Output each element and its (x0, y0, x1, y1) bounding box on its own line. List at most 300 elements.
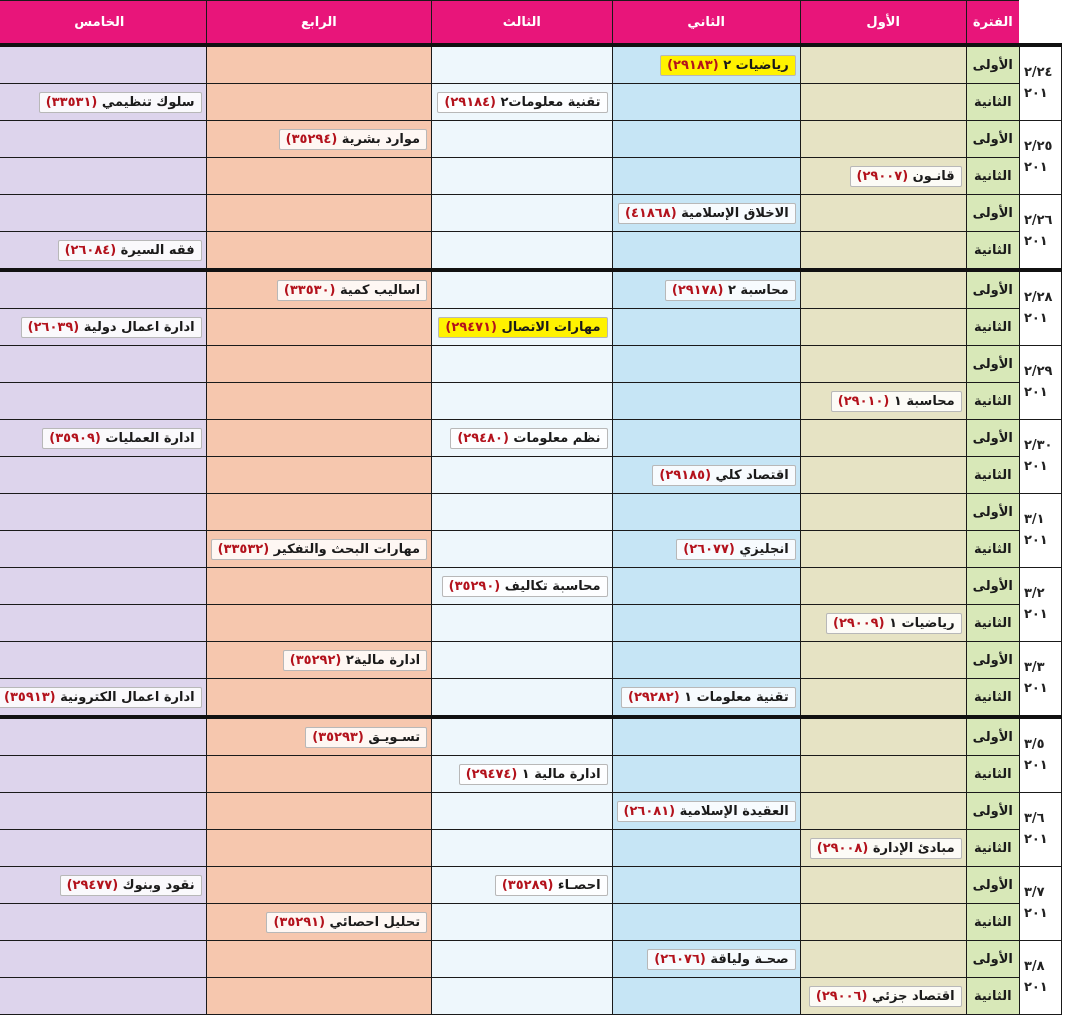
date-day: ٣/٣ (1023, 659, 1045, 675)
date-year: ٢٠١ (1023, 159, 1048, 175)
course-name: صحـة ولياقة (710, 951, 789, 967)
exam-slot-cell (0, 867, 206, 904)
exam-slot-cell (612, 978, 800, 1015)
period-label: الأولى (966, 867, 1019, 904)
exam-slot-cell (800, 941, 966, 978)
period-label: الثانية (966, 531, 1019, 568)
course-name: محاسبة تكاليف (504, 578, 601, 594)
exam-slot-cell (0, 232, 206, 271)
exam-slot-cell (206, 232, 432, 271)
course-name: محاسبة ٢ (727, 282, 789, 298)
exam-slot-cell (612, 568, 800, 605)
exam-slot-cell (612, 383, 800, 420)
course-entry (660, 55, 796, 76)
date-cell (1019, 45, 1061, 121)
exam-slot-cell (432, 195, 612, 232)
schedule-row (0, 346, 1062, 383)
exam-slot-cell (0, 605, 206, 642)
exam-slot-cell (800, 84, 966, 121)
exam-slot-cell (0, 158, 206, 195)
course-name: محاسبة ١ (893, 393, 955, 409)
course-code-text: ٢٩٤٧١ (451, 319, 492, 335)
exam-slot-cell (0, 568, 206, 605)
exam-slot-cell (800, 309, 966, 346)
course-name: رياضيات ٢ (723, 57, 789, 73)
exam-slot-cell (800, 568, 966, 605)
course-code: (٢٩١٨٥) (659, 467, 716, 483)
course-entry (60, 875, 202, 896)
schedule-row (0, 45, 1062, 84)
exam-slot-cell (800, 457, 966, 494)
course-code: (٢٩٠٠٩) (832, 615, 890, 631)
course-code-text: ٢٦٠٨٤ (70, 242, 111, 258)
period-label: الثانية (966, 309, 1019, 346)
course-name: مهارات الاتصال (501, 319, 601, 335)
exam-slot-cell (0, 793, 206, 830)
course-code: (٣٣٥٣٢) (217, 541, 274, 557)
schedule-row (0, 494, 1062, 531)
period-label: الأولى (966, 717, 1019, 756)
course-code: (٣٥٩٠٩) (49, 430, 106, 446)
exam-slot-cell (800, 158, 966, 195)
exam-slot-cell (206, 830, 432, 867)
course-entry (39, 92, 202, 113)
period-label: الثانية (966, 457, 1019, 494)
course-code: (٢٩٠١٠) (837, 393, 894, 409)
exam-slot-cell (800, 605, 966, 642)
exam-slot-cell (432, 867, 612, 904)
course-name: موارد بشرية (341, 131, 421, 147)
schedule-row (0, 84, 1062, 121)
schedule-row (0, 270, 1062, 309)
course-code: (٢٩٠٠٧) (856, 168, 913, 184)
exam-slot-cell (612, 793, 800, 830)
period-label: الثانية (966, 605, 1019, 642)
course-entry (617, 801, 796, 822)
course-entry (277, 280, 427, 301)
course-name: تقنية معلومات ١ (684, 689, 789, 705)
course-code-text: ٣٥٢٨٩ (507, 877, 548, 893)
date-day: ٢/٢٩ (1023, 363, 1053, 379)
exam-slot-cell (206, 121, 432, 158)
exam-slot-cell (206, 420, 432, 457)
exam-slot-cell (0, 941, 206, 978)
exam-slot-cell (612, 121, 800, 158)
course-name: اقتصاد كلي (715, 467, 789, 483)
course-entry (647, 949, 795, 970)
date-day: ٢/٣٠ (1023, 437, 1053, 453)
exam-slot-cell (206, 346, 432, 383)
exam-slot-cell (0, 494, 206, 531)
exam-slot-cell (206, 605, 432, 642)
exam-slot-cell (800, 121, 966, 158)
course-entry (652, 465, 795, 486)
schedule-row (0, 121, 1062, 158)
exam-slot-cell (0, 717, 206, 756)
date-cell (1019, 793, 1061, 867)
course-code-text: ٢٩٠٠٩ (838, 615, 879, 631)
course-name: الاخلاق الإسلامية (681, 205, 789, 221)
exam-slot-cell (0, 84, 206, 121)
date-day: ٣/٥ (1023, 736, 1045, 752)
course-code-text: ٢٦٠٣٩ (33, 319, 74, 335)
date-year: ٢٠١ (1023, 757, 1048, 773)
exam-slot-cell (0, 904, 206, 941)
course-code: (٢٩٠٠٦) (815, 988, 872, 1004)
schedule-row (0, 941, 1062, 978)
exam-slot-cell (206, 679, 432, 718)
exam-slot-cell (206, 642, 432, 679)
course-code: (٢٦٠٣٩) (27, 319, 84, 335)
period-label: الأولى (966, 941, 1019, 978)
course-code: (٢٩٤٧٧) (66, 877, 123, 893)
schedule-row (0, 904, 1062, 941)
exam-slot-cell (432, 756, 612, 793)
period-label: الثانية (966, 904, 1019, 941)
exam-slot-cell (0, 756, 206, 793)
header-corner (1019, 1, 1061, 46)
course-code: (٣٥٢٩٤) (285, 131, 342, 147)
exam-slot-cell (800, 756, 966, 793)
course-code: (٣٣٥٣٠) (283, 282, 341, 298)
schedule-row (0, 195, 1062, 232)
course-name: ادارة العمليات (105, 430, 195, 446)
course-code-text: ٤١٨٦٨ (631, 205, 671, 221)
header-day-1: الأول (800, 1, 966, 46)
exam-slot-cell (800, 494, 966, 531)
exam-slot-cell (612, 941, 800, 978)
course-code-text: ٣٥٢٩٣ (318, 729, 358, 745)
exam-slot-cell (432, 270, 612, 309)
exam-slot-cell (800, 642, 966, 679)
exam-slot-cell (432, 121, 612, 158)
course-code: (٤١٨٦٨) (625, 205, 682, 221)
course-name: فقه السيرة (120, 242, 195, 258)
period-label: الأولى (966, 642, 1019, 679)
course-entry (0, 687, 202, 708)
exam-slot-cell (432, 383, 612, 420)
course-code: (٢٦٠٧٧) (683, 541, 740, 557)
exam-slot-cell (612, 904, 800, 941)
schedule-row (0, 531, 1062, 568)
exam-slot-cell (0, 830, 206, 867)
exam-slot-cell (612, 867, 800, 904)
header-day-3: الثالث (432, 1, 612, 46)
course-entry (495, 875, 608, 896)
date-year: ٢٠١ (1023, 384, 1048, 400)
date-cell (1019, 494, 1061, 568)
course-name: ادارة مالية ١ (521, 766, 601, 782)
exam-slot-cell (432, 679, 612, 718)
date-year: ٢٠١ (1023, 532, 1048, 548)
course-entry (442, 576, 608, 597)
course-name: ادارة اعمال دولية (83, 319, 195, 335)
header-day-2: الثاني (612, 1, 800, 46)
date-day: ٣/٦ (1023, 810, 1045, 826)
exam-slot-cell (206, 270, 432, 309)
course-code: (٢٩١٨٤) (444, 94, 501, 110)
course-code-text: ٣٥٩٠٩ (55, 430, 95, 446)
schedule-row (0, 867, 1062, 904)
exam-slot-cell (0, 642, 206, 679)
exam-slot-cell (800, 232, 966, 271)
exam-slot-cell (800, 420, 966, 457)
exam-slot-cell (206, 84, 432, 121)
exam-slot-cell (800, 717, 966, 756)
date-cell (1019, 941, 1061, 1015)
exam-slot-cell (612, 531, 800, 568)
date-year: ٢٠١ (1023, 979, 1048, 995)
course-code-text: ٣٥٢٩٢ (295, 652, 336, 668)
exam-slot-cell (612, 605, 800, 642)
course-name: نقود وبنوك (122, 877, 195, 893)
course-code-text: ٣٥٢٩١ (279, 914, 320, 930)
course-entry (21, 317, 202, 338)
date-day: ٢/٢٤ (1023, 64, 1053, 80)
exam-slot-cell (612, 420, 800, 457)
schedule-body (0, 45, 1062, 1015)
exam-slot-cell (206, 717, 432, 756)
date-cell (1019, 717, 1061, 793)
exam-slot-cell (612, 346, 800, 383)
schedule-row (0, 679, 1062, 718)
exam-slot-cell (612, 195, 800, 232)
exam-slot-cell (800, 45, 966, 84)
course-entry (211, 539, 428, 560)
schedule-row (0, 232, 1062, 271)
period-label: الأولى (966, 494, 1019, 531)
course-code: (٣٥٢٩٣) (312, 729, 369, 745)
course-code: (٣٥٢٨٩) (501, 877, 558, 893)
date-cell (1019, 420, 1061, 494)
course-code-text: ٢٩٢٨٢ (634, 689, 674, 705)
date-year: ٢٠١ (1023, 310, 1048, 326)
course-code: (٢٩٤٧٤) (465, 766, 522, 782)
course-name: اساليب كمية (340, 282, 421, 298)
exam-slot-cell (800, 830, 966, 867)
course-entry (618, 203, 796, 224)
course-code: (٢٦٠٧٦) (654, 951, 711, 967)
course-code-text: ٣٥٩١٣ (9, 689, 50, 705)
course-name: نظم معلومات (513, 430, 601, 446)
exam-slot-cell (800, 793, 966, 830)
course-code: (٢٩٤٨٠) (457, 430, 514, 446)
exam-slot-cell (612, 642, 800, 679)
exam-slot-cell (206, 195, 432, 232)
exam-slot-cell (0, 978, 206, 1015)
schedule-row (0, 793, 1062, 830)
exam-slot-cell (206, 793, 432, 830)
course-code-text: ٣٣٥٣١ (51, 94, 92, 110)
period-label: الأولى (966, 346, 1019, 383)
course-code: (٢٩٤٧١) (445, 319, 502, 335)
course-code-text: ٢٩٠٠٧ (862, 168, 903, 184)
schedule-row (0, 568, 1062, 605)
course-code-text: ٢٩١٨٣ (673, 57, 713, 73)
date-year: ٢٠١ (1023, 606, 1048, 622)
date-cell (1019, 195, 1061, 271)
exam-slot-cell (432, 531, 612, 568)
exam-slot-cell (432, 457, 612, 494)
period-label: الثانية (966, 383, 1019, 420)
course-code-text: ٢٩٠٠٦ (821, 988, 862, 1004)
course-code-text: ٣٥٢٩٤ (291, 131, 332, 147)
schedule-row (0, 642, 1062, 679)
period-label: الثانية (966, 978, 1019, 1015)
exam-slot-cell (0, 346, 206, 383)
course-code-text: ٣٣٥٣٢ (223, 541, 264, 557)
period-label: الأولى (966, 420, 1019, 457)
exam-slot-cell (432, 346, 612, 383)
exam-slot-cell (432, 420, 612, 457)
course-code-text: ٢٩٤٧٤ (471, 766, 512, 782)
exam-slot-cell (800, 346, 966, 383)
course-name: انجليزي (739, 541, 789, 557)
course-code-text: ٢٩١٧٨ (677, 282, 718, 298)
exam-slot-cell (800, 679, 966, 718)
date-year: ٢٠١ (1023, 458, 1048, 474)
exam-slot-cell (0, 270, 206, 309)
exam-slot-cell (432, 309, 612, 346)
course-name: قانـون (912, 168, 955, 184)
period-label: الثانية (966, 679, 1019, 718)
course-entry (283, 650, 427, 671)
exam-slot-cell (0, 531, 206, 568)
exam-slot-cell (0, 45, 206, 84)
exam-slot-cell (800, 383, 966, 420)
period-label: الأولى (966, 121, 1019, 158)
exam-slot-cell (206, 531, 432, 568)
exam-slot-cell (432, 717, 612, 756)
exam-slot-cell (0, 420, 206, 457)
exam-slot-cell (612, 830, 800, 867)
exam-slot-cell (206, 383, 432, 420)
exam-slot-cell (800, 270, 966, 309)
course-code-text: ٢٩١٨٤ (450, 94, 491, 110)
course-name: تحليل احصائي (329, 914, 421, 930)
date-day: ٣/٨ (1023, 958, 1045, 974)
course-code-text: ٢٩١٨٥ (665, 467, 706, 483)
exam-slot-cell (0, 195, 206, 232)
exam-slot-cell (612, 756, 800, 793)
course-code-text: ٣٥٢٩٠ (454, 578, 495, 594)
schedule-row (0, 830, 1062, 867)
exam-slot-cell (206, 867, 432, 904)
course-code: (٢٩٠٠٨) (816, 840, 873, 856)
period-label: الأولى (966, 793, 1019, 830)
course-entry (305, 727, 427, 748)
date-cell (1019, 568, 1061, 642)
course-code: (٢٩٢٨٢) (628, 689, 685, 705)
exam-slot-cell (432, 605, 612, 642)
exam-slot-cell (206, 158, 432, 195)
course-name: اقتصاد جزئي (871, 988, 955, 1004)
course-name: تقنية معلومات٢ (500, 94, 601, 110)
exam-slot-cell (612, 679, 800, 718)
exam-slot-cell (206, 568, 432, 605)
date-year: ٢٠١ (1023, 233, 1048, 249)
course-code-text: ٢٩٠١٠ (843, 393, 884, 409)
exam-slot-cell (206, 756, 432, 793)
course-name: سلوك تنظيمي (101, 94, 195, 110)
exam-slot-cell (800, 531, 966, 568)
exam-slot-cell (0, 457, 206, 494)
exam-slot-cell (800, 195, 966, 232)
exam-slot-cell (432, 941, 612, 978)
course-name: مهارات البحث والتفكير (273, 541, 421, 557)
schedule-row (0, 605, 1062, 642)
exam-slot-cell (432, 494, 612, 531)
header-period: الفترة (966, 1, 1019, 46)
exam-slot-cell (800, 867, 966, 904)
exam-slot-cell (612, 158, 800, 195)
date-day: ٢/٢٦ (1023, 212, 1053, 228)
course-code-text: ٣٣٥٣٠ (289, 282, 330, 298)
exam-slot-cell (800, 904, 966, 941)
course-code: (٢٦٠٨١) (623, 803, 680, 819)
course-name: احصـاء (557, 877, 601, 893)
course-entry (665, 280, 796, 301)
exam-slot-cell (206, 904, 432, 941)
exam-slot-cell (800, 978, 966, 1015)
period-label: الثانية (966, 84, 1019, 121)
course-entry (459, 764, 608, 785)
period-label: الأولى (966, 45, 1019, 84)
exam-slot-cell (612, 309, 800, 346)
date-year: ٢٠١ (1023, 831, 1048, 847)
course-entry (438, 317, 607, 338)
date-year: ٢٠١ (1023, 680, 1048, 696)
schedule-row (0, 158, 1062, 195)
exam-slot-cell (432, 45, 612, 84)
course-name: رياضيات ١ (889, 615, 955, 631)
date-cell (1019, 867, 1061, 941)
course-entry (676, 539, 795, 560)
exam-slot-cell (0, 679, 206, 718)
exam-slot-cell (432, 978, 612, 1015)
course-code: (٢٩١٧٨) (671, 282, 728, 298)
exam-slot-cell (0, 383, 206, 420)
date-cell (1019, 121, 1061, 195)
exam-slot-cell (206, 978, 432, 1015)
course-code-text: ٢٦٠٧٦ (660, 951, 700, 967)
course-name: ادارة اعمال الكترونية (60, 689, 195, 705)
course-entry (450, 428, 607, 449)
exam-slot-cell (206, 309, 432, 346)
exam-slot-cell (206, 941, 432, 978)
course-name: تسـويـق (368, 729, 421, 745)
course-entry (809, 986, 962, 1007)
exam-slot-cell (612, 84, 800, 121)
date-day: ٣/٧ (1023, 884, 1045, 900)
period-label: الثانية (966, 232, 1019, 271)
period-label: الثانية (966, 756, 1019, 793)
course-entry (831, 391, 962, 412)
course-name: مبادئ الإدارة (872, 840, 955, 856)
course-code: (٢٩١٨٣) (667, 57, 724, 73)
course-name: العقيدة الإسلامية (679, 803, 789, 819)
period-label: الثانية (966, 158, 1019, 195)
schedule-row (0, 457, 1062, 494)
course-code: (٣٥٢٩٠) (448, 578, 505, 594)
schedule-row (0, 383, 1062, 420)
exam-slot-cell (0, 121, 206, 158)
course-entry (58, 240, 202, 261)
exam-slot-cell (432, 568, 612, 605)
header-row (0, 1, 1062, 46)
course-code: (٣٣٥٣١) (45, 94, 102, 110)
header-day-5: الخامس (0, 1, 206, 46)
